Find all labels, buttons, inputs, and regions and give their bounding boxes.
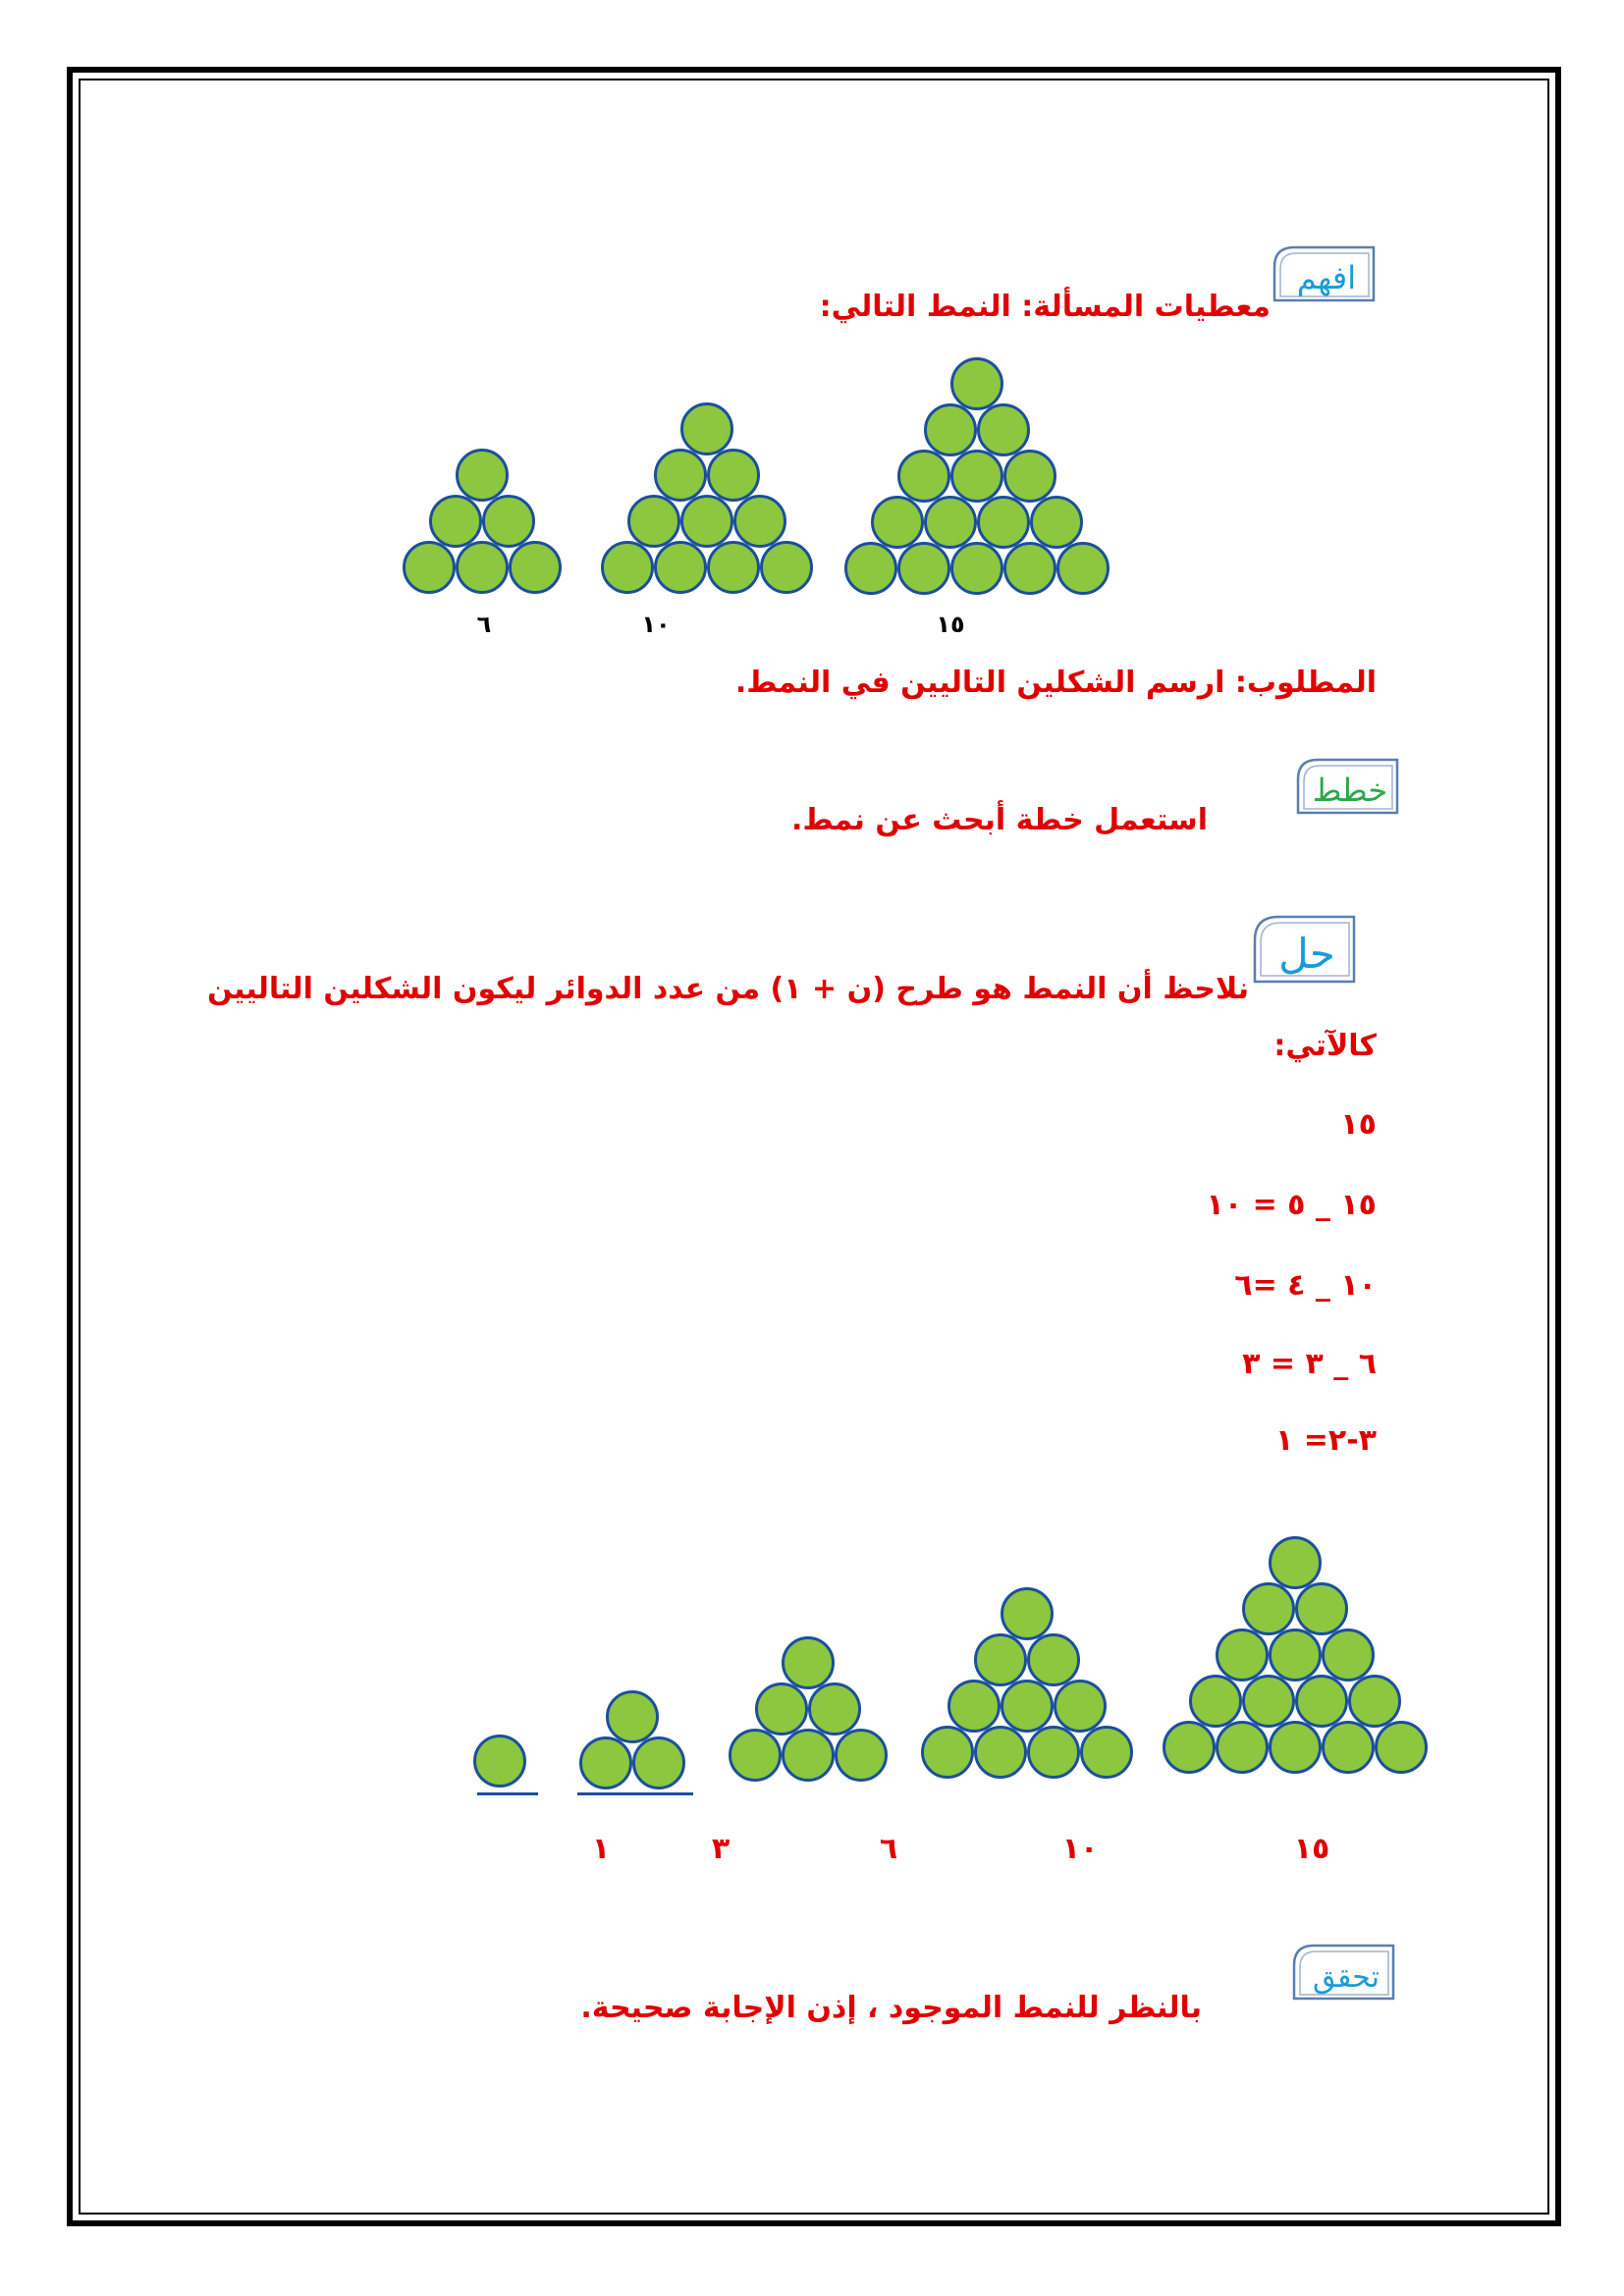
pattern-circle [1005, 452, 1056, 502]
pattern-circle [735, 497, 785, 547]
pattern-circle [979, 405, 1029, 455]
pattern-circle [682, 404, 732, 454]
pattern-circle [1058, 544, 1109, 594]
pattern-circle [682, 497, 732, 547]
pattern-circle [1029, 1635, 1079, 1685]
equation-2: ١٥ _ ٥ = ١٠ [1206, 1188, 1377, 1222]
pattern-circle [1218, 1630, 1268, 1681]
pattern-circle [976, 1635, 1026, 1685]
answer-pyramid-6 [727, 1634, 890, 1784]
pattern-circle [949, 1682, 1000, 1732]
equation-5: ٣-٢= ١ [1275, 1423, 1377, 1458]
pattern-circle [1350, 1677, 1400, 1727]
solve-badge-label: حل [1278, 930, 1335, 978]
pattern-circle [979, 498, 1029, 548]
pattern-circle [1377, 1723, 1427, 1773]
pattern-circle [952, 452, 1002, 502]
pattern-circle [475, 1736, 525, 1787]
pattern-circle [784, 1638, 834, 1688]
pattern-circle [1056, 1682, 1106, 1732]
pattern-circle [1002, 1682, 1053, 1732]
pattern-circle [1297, 1584, 1347, 1634]
pattern-circle [1082, 1728, 1132, 1778]
equation-1: ١٥ [1340, 1107, 1377, 1142]
pattern-circle [1002, 1589, 1053, 1639]
pattern-circle [762, 543, 812, 593]
solve-line-1: نلاحظ أن النمط هو طرح (ن + ١) من عدد الدوائر ليكون الشكلين التاليين [207, 972, 1249, 1006]
given-pyramid-10 [599, 400, 815, 596]
pattern-circle [757, 1684, 807, 1735]
plan-badge-label: خطط [1312, 772, 1388, 809]
pattern-circle [458, 451, 508, 501]
answer-pyramid-15 [1161, 1534, 1430, 1776]
pattern-circle [1244, 1677, 1294, 1727]
badge-frame-icon [1292, 1944, 1395, 2001]
pattern-circle [784, 1731, 834, 1781]
badge-frame-icon [1253, 915, 1356, 984]
pattern-circle [873, 498, 923, 548]
understand-step-badge [1272, 245, 1376, 302]
pattern-circle [656, 543, 706, 593]
solve-line-2: كالآتي: [1273, 1029, 1377, 1063]
answer-pyramid-1 [471, 1733, 528, 1789]
understand-badge-label: افهم [1296, 259, 1357, 296]
equation-3: ١٠ _ ٤ =٦ [1234, 1268, 1377, 1303]
pattern-circle [846, 544, 896, 594]
given-label-10: ١٠ [641, 611, 671, 638]
pattern-circle [731, 1731, 781, 1781]
answer-label-3: ٣ [711, 1832, 731, 1866]
pattern-circle [952, 544, 1002, 594]
pattern-circle [810, 1684, 860, 1735]
badge-frame-icon [1272, 245, 1376, 302]
pattern-circle [1218, 1723, 1268, 1773]
given-pyramid-15 [842, 355, 1111, 597]
answer-pyramid-10 [919, 1585, 1135, 1781]
pattern-circle [923, 1728, 973, 1778]
pattern-circle [1324, 1630, 1374, 1681]
pattern-circle [899, 544, 949, 594]
pattern-circle [1271, 1723, 1321, 1773]
understand-text: معطيات المسألة: النمط التالي: [819, 290, 1271, 324]
check-step-badge [1292, 1944, 1395, 2001]
equation-4: ٦ _ ٣ = ٣ [1242, 1347, 1377, 1381]
pattern-circle [1005, 544, 1056, 594]
pattern-circle [1244, 1584, 1294, 1634]
pattern-circle [926, 405, 976, 455]
pattern-circle [1164, 1723, 1215, 1773]
pattern-circle [458, 543, 508, 593]
pattern-circle [634, 1738, 684, 1789]
page-border-inner [79, 79, 1549, 2215]
pattern-circle [709, 451, 759, 501]
pattern-circle [603, 543, 653, 593]
plan-text: استعمل خطة أبحث عن نمط. [791, 803, 1208, 837]
pattern-circle [608, 1692, 658, 1742]
check-text: بالنظر للنمط الموجود ، إذن الإجابة صحيحة. [580, 1991, 1202, 2025]
plan-step-badge [1296, 758, 1399, 815]
pattern-circle [431, 497, 481, 547]
pattern-circle [899, 452, 949, 502]
answer-label-1: ١ [591, 1832, 611, 1866]
pattern-circle [629, 497, 679, 547]
required-text: المطلوب: ارسم الشكلين التاليين في النمط. [734, 666, 1377, 700]
given-label-15: ١٥ [936, 611, 965, 638]
given-label-6: ٦ [476, 611, 492, 638]
pattern-circle [952, 359, 1002, 409]
badge-frame-icon [1296, 758, 1399, 815]
check-badge-label: تحقق [1313, 1960, 1380, 1995]
answer-label-15: ١٥ [1293, 1832, 1330, 1866]
pattern-circle [511, 543, 561, 593]
pattern-circle [976, 1728, 1026, 1778]
pattern-circle [1271, 1538, 1321, 1588]
pattern-circle [926, 498, 976, 548]
solve-step-badge [1253, 915, 1356, 978]
pattern-circle [837, 1731, 887, 1781]
answer-label-6: ٦ [879, 1832, 898, 1866]
pattern-circle [1191, 1677, 1241, 1727]
given-pyramid-6 [401, 447, 564, 596]
pattern-circle [656, 451, 706, 501]
pattern-circle [1324, 1723, 1374, 1773]
pattern-circle [1032, 498, 1082, 548]
pattern-circle [581, 1738, 631, 1789]
answer-pyramid-3 [577, 1688, 687, 1791]
baseline-divider [577, 1792, 693, 1795]
pattern-circle [484, 497, 534, 547]
baseline-divider [477, 1792, 538, 1795]
pattern-circle [405, 543, 455, 593]
pattern-circle [1029, 1728, 1079, 1778]
pattern-circle [709, 543, 759, 593]
answer-label-10: ١٠ [1061, 1832, 1099, 1866]
pattern-circle [1271, 1630, 1321, 1681]
pattern-circle [1297, 1677, 1347, 1727]
